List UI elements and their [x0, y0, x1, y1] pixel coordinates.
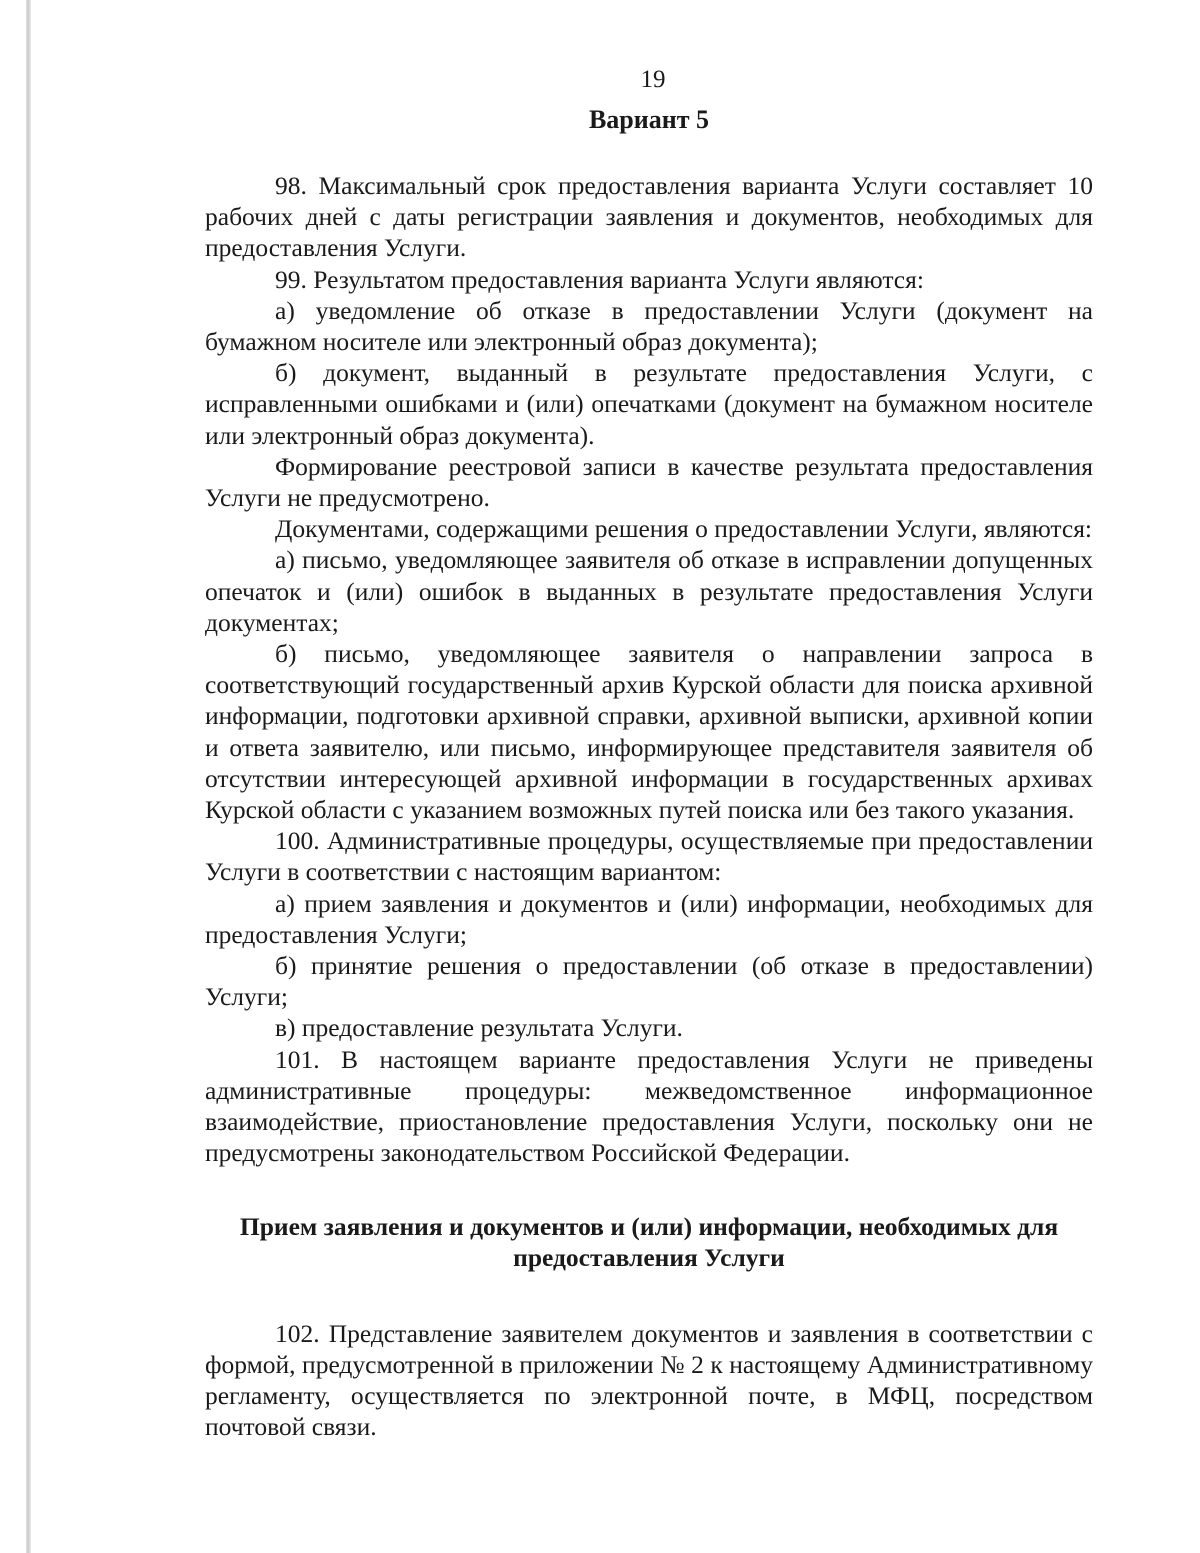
paragraphs-block-1 [205, 170, 1093, 1169]
paragraph-100: 100. Административные процедуры, осуществляемые при предоставлении Услуги в соответствии с настоящим вариантом: [205, 826, 1093, 887]
paragraph-100a: а) прием заявления и документов и (или) информации, необходимых для предоставления Услуги; [205, 888, 1093, 949]
document-page [205, 60, 1093, 1442]
page-number: 19 [640, 66, 666, 93]
paragraph-102: 102. Представление заявителем документов и заявления в соответствии с формой, предусмотренной в приложении № 2 к настоящему Административному регламенту, осуществляется по электронной почте, в МФЦ, посредством почтовой связи. [205, 1318, 1093, 1442]
paragraph-99a: а) уведомление об отказе в предоставлении Услуги (документ на бумажном носителе или электронный образ документа); [205, 295, 1093, 357]
variant-title: Вариант 5 [588, 105, 710, 134]
paragraph-100b: б) принятие решения о предоставлении (об отказе в предоставлении) Услуги; [205, 951, 1093, 1012]
paragraph-decision-b: б) письмо, уведомляющее заявителя о направлении запроса в соответствующий государственный архив Курской области для поиска архивной информации, подготовки архивной справки, архивной выписки, архивной копии и ответа заявителю, или письмо, информирующее представителя заявителя об отсутствии интересующей архивной информации в государственных архивах Курской области с указанием возможных путей поиска или без такого указания. [205, 639, 1093, 825]
section-heading: Прием заявления и документов и (или) информации, необходимых для предоставления Услуги [239, 1211, 1059, 1272]
paragraph-decision-a: а) письмо, уведомляющее заявителя об отказе в исправлении допущенных опечаток и (или) ошибок в выданных в результате предоставления Услуги документах; [205, 545, 1093, 637]
scan-edge-shadow [26, 0, 31, 1553]
paragraph-100c: в) предоставление результата Услуги. [275, 1013, 683, 1043]
paragraph-101: 101. В настоящем варианте предоставления Услуги не приведены административные процедуры: межведомственное информационное взаимодействие, приостановление предоставления Услуги, поскольку они не предусмотрены законодательством Российской Федерации. [205, 1044, 1093, 1168]
paragraph-registry-record: Формирование реестровой записи в качестве результата предоставления Услуги не предусмотрено. [205, 451, 1093, 513]
paragraph-98: 98. Максимальный срок предоставления варианта Услуги составляет 10 рабочих дней с даты регистрации заявления и документов, необходимых для предоставления Услуги. [205, 171, 1093, 263]
paragraphs-block-2 [205, 1318, 1093, 1443]
paragraph-99b: б) документ, выданный в результате предоставления Услуги, с исправленными ошибками и (или) опечатками (документ на бумажном носителе или электронный образ документа). [205, 358, 1093, 450]
paragraph-99: 99. Результатом предоставления варианта Услуги являются: [275, 264, 924, 294]
paragraph-decision-documents: Документами, содержащими решения о предоставлении Услуги, являются: [275, 514, 1093, 544]
